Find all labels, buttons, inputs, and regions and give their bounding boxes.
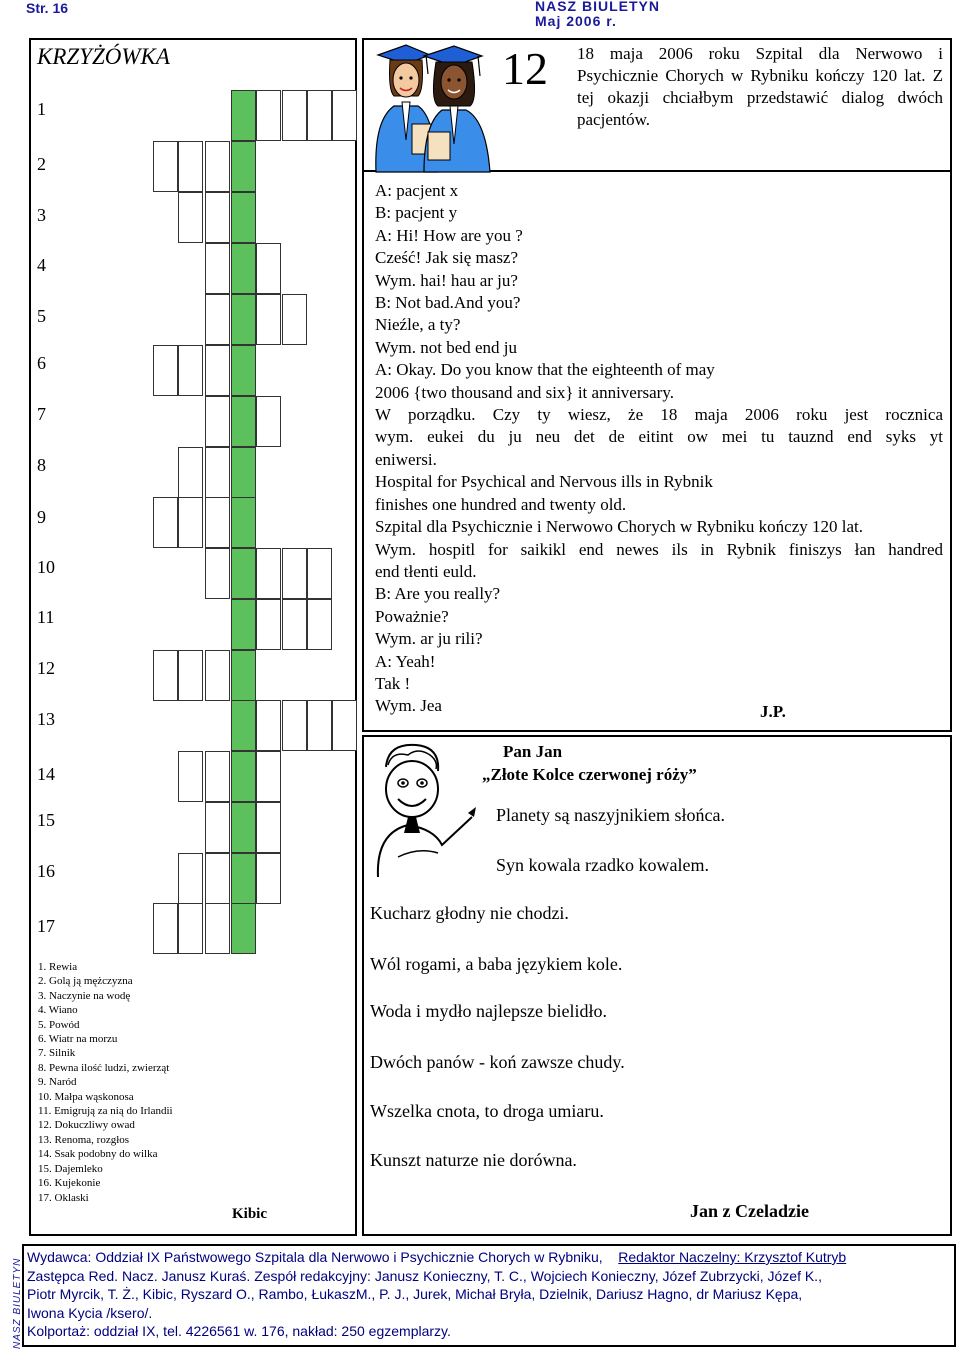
crossword-cell[interactable] — [205, 294, 230, 345]
crossword-clue: 5. Powód — [38, 1018, 80, 1031]
crossword-clue: 16. Kujekonie — [38, 1177, 101, 1190]
proverb-item: Planety są naszyjnikiem słońca. — [496, 805, 725, 825]
dialog-line: wym. eukei du ju neu det de eitint ow mei tu tauznd end syks yt — [375, 427, 943, 447]
crossword-cell[interactable] — [205, 243, 230, 294]
crossword-clue: 17. Oklaski — [38, 1191, 89, 1204]
dialog-line: Tak ! — [375, 673, 411, 693]
dialog-line: Hospital for Psychical and Nervous ills in Rybnik — [375, 472, 713, 492]
crossword-row-number: 4 — [37, 255, 46, 275]
crossword-cell[interactable] — [282, 599, 307, 650]
crossword-key-cell[interactable] — [231, 650, 256, 701]
dialog-line: Cześć! Jak się masz? — [375, 248, 519, 268]
dialog-line: Nieźle, a ty? — [375, 315, 461, 335]
crossword-cell[interactable] — [205, 751, 230, 802]
crossword-row-number: 16 — [37, 861, 55, 881]
crossword-row-number: 5 — [37, 306, 46, 326]
crossword-row-number: 7 — [37, 404, 46, 424]
crossword-cell[interactable] — [178, 497, 203, 548]
crossword-row-number: 13 — [37, 709, 55, 729]
crossword-clue: 4. Wiano — [38, 1004, 78, 1017]
crossword-key-cell[interactable] — [231, 599, 256, 650]
dialog-line: Wym. ar ju rili? — [375, 629, 483, 649]
pointing-man-clipart — [368, 737, 478, 877]
dialog-line: Wym. hospitl for saikikl end newes ils in Rybnik finiszys łan handred — [375, 539, 943, 559]
crossword-author: Kibic — [232, 1206, 268, 1222]
crossword-cell[interactable] — [282, 294, 307, 345]
crossword-cell[interactable] — [256, 396, 281, 447]
newsletter-title: NASZ BIULETYN — [535, 0, 660, 14]
proverb-item: Woda i mydło najlepsze bielidło. — [370, 1001, 607, 1021]
crossword-cell[interactable] — [256, 548, 281, 599]
crossword-key-cell[interactable] — [231, 345, 256, 396]
proverbs-author-2: Jan z Czeladzie — [690, 1201, 809, 1221]
crossword-row-number: 1 — [37, 99, 46, 119]
proverb-item: Kunszt naturze nie dorówna. — [370, 1150, 577, 1170]
crossword-cell[interactable] — [178, 853, 203, 904]
crossword-key-cell[interactable] — [231, 751, 256, 802]
proverb-item: Dwóch panów - koń zawsze chudy. — [370, 1052, 625, 1072]
dialog-line: A: pacjent x — [375, 181, 459, 200]
crossword-cell[interactable] — [178, 650, 203, 701]
crossword-key-cell[interactable] — [231, 447, 256, 498]
crossword-clue: 15. Dajemleko — [38, 1162, 103, 1175]
crossword-clue: 2. Golą ją mężczyzna — [38, 975, 133, 988]
crossword-cell[interactable] — [205, 396, 230, 447]
crossword-key-cell[interactable] — [231, 243, 256, 294]
crossword-clue: 8. Pewna ilość ludzi, zwierząt — [38, 1061, 170, 1074]
crossword-cell[interactable] — [256, 751, 281, 802]
footer-line: Piotr Myrcik, T. Ż., Kibic, Ryszard O., Rambo, ŁukaszM., P. J., Jurek, Michał Bryła, Dzielnik, Dariusz Hagno, dr Mariusz Kępa, — [27, 1286, 803, 1303]
proverb-item: Syn kowala rzadko kowalem. — [496, 855, 709, 875]
crossword-row-number: 8 — [37, 455, 46, 475]
crossword-key-cell[interactable] — [231, 853, 256, 904]
footer-line: Kolportaż: oddział IX, tel. 4226561 w. 176, nakład: 250 egzemplarzy. — [27, 1323, 451, 1340]
issue-date: Maj 2006 r. — [535, 13, 617, 29]
crossword-cell[interactable] — [205, 548, 230, 599]
dialog-line: A: Hi! How are you ? — [375, 225, 523, 245]
crossword-cell[interactable] — [332, 700, 357, 751]
crossword-cell[interactable] — [178, 751, 203, 802]
crossword-key-cell[interactable] — [231, 90, 256, 141]
crossword-title: KRZYŻÓWKA — [37, 44, 170, 69]
crossword-clue: 7. Silnik — [38, 1047, 76, 1060]
article-number: 12 — [502, 43, 548, 94]
crossword-row-number: 12 — [37, 658, 55, 678]
side-label — [0, 1249, 23, 1349]
dialog-line: Szpital dla Psychicznie i Nerwowo Chorych w Rybniku kończy 120 lat. — [375, 517, 863, 537]
crossword-clue: 6. Wiatr na morzu — [38, 1033, 118, 1046]
crossword-cell[interactable] — [256, 853, 281, 904]
crossword-cell[interactable] — [178, 447, 203, 498]
article-intro: 18 maja 2006 roku Szpital dla Nerwowo i Psychicznie Chorych w Rybniku kończy 120 lat. Z tej okazji chciałbym przedstawić dialog dwóch pacjentów. — [577, 44, 943, 129]
crossword-cell[interactable] — [153, 903, 178, 954]
crossword-key-cell[interactable] — [231, 802, 256, 853]
crossword-cell[interactable] — [307, 599, 332, 650]
crossword-row-number: 11 — [37, 607, 55, 627]
crossword-clue: 10. Małpa wąskonosa — [38, 1090, 134, 1103]
crossword-cell[interactable] — [282, 548, 307, 599]
dialog-line: Wym. Jea — [375, 696, 442, 716]
crossword-cell[interactable] — [256, 700, 281, 751]
crossword-cell[interactable] — [205, 802, 230, 853]
proverbs-source-title: „Złote Kolce czerwonej róży” — [482, 765, 697, 784]
crossword-row-number: 10 — [37, 557, 55, 577]
graduates-clipart — [368, 40, 493, 173]
crossword-cell[interactable] — [256, 294, 281, 345]
page-number: Str. 16 — [26, 0, 69, 16]
footer-publisher: Wydawca: Oddział IX Państwowego Szpitala dla Nerwowo i Psychicznie Chorych w Rybniku, — [27, 1249, 603, 1265]
crossword-cell[interactable] — [153, 497, 178, 548]
crossword-row-number: 6 — [37, 353, 46, 373]
crossword-clues — [38, 960, 173, 1205]
crossword-key-cell[interactable] — [231, 396, 256, 447]
dialog-line: A: Yeah! — [375, 651, 436, 671]
crossword-cell[interactable] — [307, 548, 332, 599]
dialog-line: finishes one hundred and twenty old. — [375, 494, 627, 514]
crossword-row-number: 14 — [37, 764, 55, 784]
crossword-cell[interactable] — [307, 90, 332, 141]
proverb-item: Wszelka cnota, to droga umiaru. — [370, 1101, 604, 1121]
crossword-cell[interactable] — [178, 345, 203, 396]
crossword-cell[interactable] — [178, 192, 203, 243]
proverb-item: Kucharz głodny nie chodzi. — [370, 903, 569, 923]
crossword-cell[interactable] — [205, 903, 230, 954]
footer-line: Iwona Kycia /ksero/. — [27, 1304, 153, 1321]
crossword-cell[interactable] — [205, 497, 230, 548]
footer-line: Zastępca Red. Nacz. Janusz Kuraś. Zespół redakcyjny: Janusz Konieczny, T. C., Wojciech Konieczny, Józef Zubrzycki, Józef K., — [27, 1267, 822, 1284]
dialog-line: Wym. hai! hau ar ju? — [375, 270, 518, 290]
crossword-cell[interactable] — [307, 700, 332, 751]
crossword-clue: 3. Naczynie na wodę — [38, 989, 131, 1002]
crossword-row-number: 15 — [37, 810, 55, 830]
dialog-line: end tłenti euld. — [375, 561, 477, 581]
crossword-cell[interactable] — [205, 192, 230, 243]
crossword-cell[interactable] — [153, 345, 178, 396]
crossword-clue: 14. Ssak podobny do wilka — [38, 1148, 158, 1161]
crossword-cell[interactable] — [205, 853, 230, 904]
crossword-cell[interactable] — [332, 90, 357, 141]
dialog-line: W porządku. Czy ty wiesz, że 18 maja 2006 roku jest rocznica — [375, 405, 943, 425]
dialog-line: B: Not bad.And you? — [375, 293, 521, 313]
proverbs-author-name: Pan Jan — [503, 742, 563, 761]
crossword-cell[interactable] — [205, 345, 230, 396]
crossword-key-cell[interactable] — [231, 294, 256, 345]
side-label-text: NASZ BIULETYN — [12, 1257, 23, 1349]
dialog-line: 2006 {two thousand and six} it anniversary. — [375, 382, 674, 402]
dialog-signature: J.P. — [760, 702, 786, 721]
dialog-line: B: pacjent y — [375, 203, 458, 223]
dialog-line: A: Okay. Do you know that the eighteenth of may — [375, 360, 715, 380]
dialog-text — [375, 180, 943, 718]
crossword-clue: 1. Rewia — [38, 961, 78, 973]
crossword-key-cell[interactable] — [231, 700, 256, 751]
crossword-row-number: 2 — [37, 154, 46, 174]
crossword-key-cell[interactable] — [231, 903, 256, 954]
crossword-row-number: 9 — [37, 507, 46, 527]
crossword-cell[interactable] — [205, 447, 230, 498]
crossword-key-cell[interactable] — [231, 548, 256, 599]
crossword-key-cell[interactable] — [231, 141, 256, 192]
crossword-cell[interactable] — [205, 141, 230, 192]
crossword-cell[interactable] — [178, 903, 203, 954]
crossword-row-number: 3 — [37, 205, 46, 225]
crossword-row-number: 17 — [37, 916, 55, 936]
crossword-cell[interactable] — [153, 650, 178, 701]
crossword-clue: 9. Naród — [38, 1076, 77, 1089]
crossword-cell[interactable] — [256, 802, 281, 853]
dialog-line: eniwersi. — [375, 449, 437, 469]
crossword-clue: 13. Renoma, rozgłos — [38, 1133, 130, 1146]
crossword-cell[interactable] — [282, 700, 307, 751]
footer-credits — [27, 1248, 953, 1341]
dialog-line: B: Are you really? — [375, 584, 501, 604]
dialog-line: Wym. not bed end ju — [375, 337, 518, 357]
footer-editor: Redaktor Naczelny: Krzysztof Kutryb — [618, 1249, 847, 1265]
crossword-key-cell[interactable] — [231, 497, 256, 548]
crossword-cell[interactable] — [282, 90, 307, 141]
crossword-cell[interactable] — [256, 243, 281, 294]
crossword-cell[interactable] — [205, 650, 230, 701]
crossword-clue: 11. Emigrują za nią do Irlandii — [38, 1105, 173, 1118]
crossword-key-cell[interactable] — [231, 192, 256, 243]
proverb-item: Wól rogami, a baba językiem kole. — [370, 954, 623, 974]
crossword-cell[interactable] — [153, 141, 178, 192]
dialog-line: Poważnie? — [375, 606, 449, 626]
crossword-clue: 12. Dokuczliwy owad — [38, 1119, 135, 1132]
crossword-cell[interactable] — [256, 599, 281, 650]
crossword-cell[interactable] — [178, 141, 203, 192]
crossword-cell[interactable] — [256, 90, 281, 141]
